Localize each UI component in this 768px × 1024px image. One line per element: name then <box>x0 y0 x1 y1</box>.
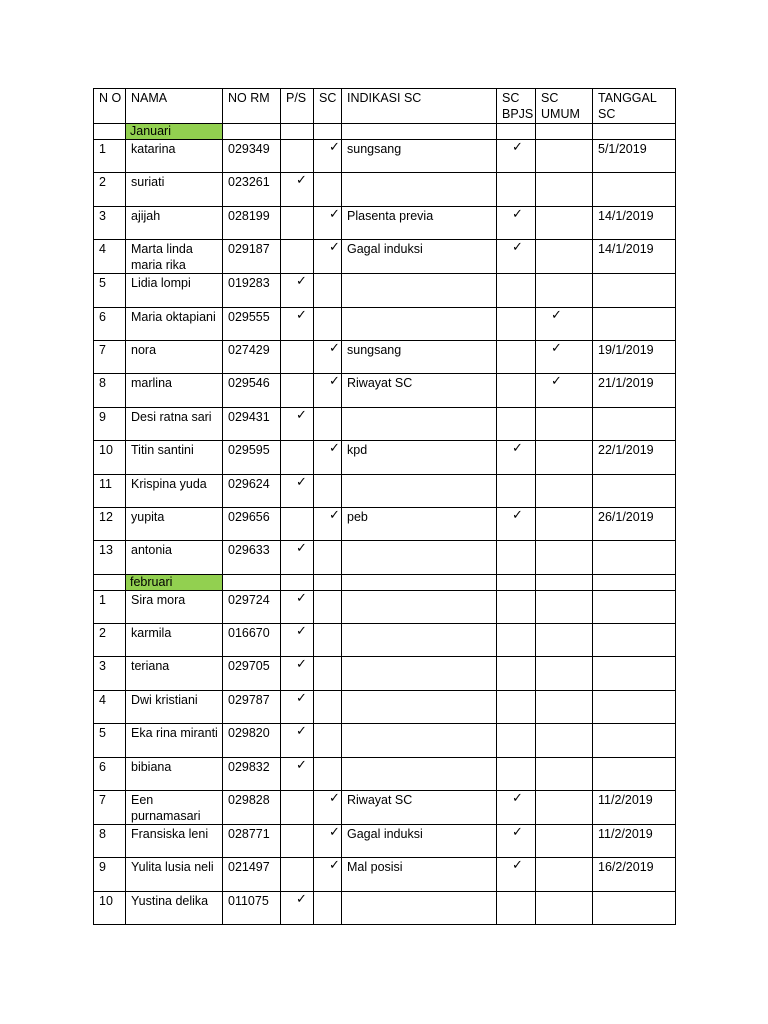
cell-no: 2 <box>94 173 126 206</box>
cell-tanggal <box>593 590 676 623</box>
cell-sc-umum <box>536 590 593 623</box>
cell-tanggal <box>593 757 676 790</box>
cell-sc <box>314 541 342 574</box>
cell-no: 6 <box>94 757 126 790</box>
cell-sc-bpjs <box>497 441 536 474</box>
cell-no: 8 <box>94 374 126 407</box>
month-row-empty-cell <box>94 124 126 140</box>
cell-sc-bpjs <box>497 274 536 307</box>
table-row <box>94 206 676 239</box>
cell-indikasi <box>342 690 497 723</box>
table-row <box>94 507 676 540</box>
cell-no: 8 <box>94 825 126 858</box>
cell-sc <box>314 657 342 690</box>
cell-sc <box>314 791 342 825</box>
cell-no-rm: 029546 <box>223 374 281 407</box>
cell-ps <box>281 791 314 825</box>
cell-no: 10 <box>94 891 126 924</box>
cell-sc-bpjs <box>497 206 536 239</box>
cell-nama: Maria oktapiani <box>126 307 223 340</box>
cell-tanggal: 19/1/2019 <box>593 340 676 373</box>
header-indikasi: INDIKASI SC <box>342 89 497 124</box>
cell-ps <box>281 173 314 206</box>
cell-nama: marlina <box>126 374 223 407</box>
cell-indikasi: sungsang <box>342 340 497 373</box>
cell-tanggal <box>593 541 676 574</box>
cell-sc-umum <box>536 891 593 924</box>
header-sc: SC <box>314 89 342 124</box>
cell-sc-umum <box>536 624 593 657</box>
cell-sc <box>314 240 342 274</box>
cell-no-rm: 028199 <box>223 206 281 239</box>
table-row <box>94 590 676 623</box>
cell-ps <box>281 590 314 623</box>
cell-sc-bpjs <box>497 858 536 891</box>
checkmark-icon: ✓ <box>329 340 340 355</box>
cell-indikasi <box>342 624 497 657</box>
cell-sc-umum <box>536 507 593 540</box>
cell-sc-bpjs <box>497 374 536 407</box>
cell-tanggal: 14/1/2019 <box>593 240 676 274</box>
header-row <box>94 89 676 124</box>
cell-ps <box>281 724 314 757</box>
cell-sc-umum <box>536 240 593 274</box>
cell-no-rm: 029705 <box>223 657 281 690</box>
month-row-empty-cell <box>223 574 281 590</box>
cell-nama: Fransiska leni <box>126 825 223 858</box>
cell-indikasi <box>342 891 497 924</box>
table-row <box>94 657 676 690</box>
cell-tanggal: 21/1/2019 <box>593 374 676 407</box>
cell-tanggal <box>593 724 676 757</box>
cell-nama: Sira mora <box>126 590 223 623</box>
cell-sc-bpjs <box>497 173 536 206</box>
month-cell <box>126 574 223 590</box>
cell-nama: antonia <box>126 541 223 574</box>
cell-nama: Yulita lusia neli <box>126 858 223 891</box>
cell-sc-bpjs <box>497 541 536 574</box>
checkmark-icon: ✓ <box>512 790 523 806</box>
checkmark-icon: ✓ <box>329 790 340 806</box>
cell-indikasi: sungsang <box>342 140 497 173</box>
checkmark-icon: ✓ <box>329 373 340 389</box>
cell-no-rm: 029555 <box>223 307 281 340</box>
cell-sc-bpjs <box>497 474 536 507</box>
checkmark-icon: ✓ <box>296 407 307 422</box>
cell-no: 13 <box>94 541 126 574</box>
cell-sc-bpjs <box>497 891 536 924</box>
cell-sc-bpjs <box>497 657 536 690</box>
cell-tanggal <box>593 274 676 307</box>
checkmark-icon: ✓ <box>296 656 307 672</box>
cell-sc-umum <box>536 140 593 173</box>
cell-tanggal <box>593 307 676 340</box>
cell-no: 11 <box>94 474 126 507</box>
cell-indikasi: Gagal induksi <box>342 825 497 858</box>
cell-ps <box>281 757 314 790</box>
cell-no: 7 <box>94 791 126 825</box>
cell-sc <box>314 757 342 790</box>
cell-sc-bpjs <box>497 407 536 440</box>
checkmark-icon: ✓ <box>551 373 562 389</box>
cell-ps <box>281 206 314 239</box>
cell-no: 4 <box>94 690 126 723</box>
cell-sc-umum <box>536 791 593 825</box>
cell-tanggal <box>593 474 676 507</box>
table-body <box>94 89 676 925</box>
cell-tanggal <box>593 624 676 657</box>
checkmark-icon: ✓ <box>296 307 307 322</box>
cell-no-rm: 029431 <box>223 407 281 440</box>
checkmark-icon: ✓ <box>329 857 340 873</box>
checkmark-icon: ✓ <box>512 857 523 873</box>
cell-tanggal: 11/2/2019 <box>593 825 676 858</box>
table-row <box>94 441 676 474</box>
cell-indikasi: Riwayat SC <box>342 374 497 407</box>
cell-no: 6 <box>94 307 126 340</box>
month-row-empty-cell <box>536 574 593 590</box>
checkmark-icon: ✓ <box>551 340 562 355</box>
checkmark-icon: ✓ <box>329 139 340 154</box>
month-row-empty-cell <box>497 574 536 590</box>
cell-sc-umum <box>536 274 593 307</box>
cell-ps <box>281 407 314 440</box>
cell-sc <box>314 340 342 373</box>
month-row-empty-cell <box>342 124 497 140</box>
cell-ps <box>281 624 314 657</box>
cell-tanggal <box>593 690 676 723</box>
table-row <box>94 891 676 924</box>
header-no: N O <box>94 89 126 124</box>
cell-sc-bpjs <box>497 507 536 540</box>
month-row-empty-cell <box>223 124 281 140</box>
header-tanggal: TANGGAL SC <box>593 89 676 124</box>
cell-sc <box>314 825 342 858</box>
cell-ps <box>281 825 314 858</box>
cell-tanggal <box>593 407 676 440</box>
cell-no: 7 <box>94 340 126 373</box>
checkmark-icon: ✓ <box>296 590 307 605</box>
cell-no-rm: 021497 <box>223 858 281 891</box>
cell-no-rm: 029187 <box>223 240 281 274</box>
cell-nama: Eka rina miranti <box>126 724 223 757</box>
checkmark-icon: ✓ <box>296 891 307 906</box>
cell-sc-bpjs <box>497 240 536 274</box>
cell-indikasi <box>342 407 497 440</box>
cell-sc <box>314 624 342 657</box>
cell-ps <box>281 690 314 723</box>
checkmark-icon: ✓ <box>512 239 523 255</box>
cell-indikasi: peb <box>342 507 497 540</box>
month-row-empty-cell <box>314 574 342 590</box>
checkmark-icon: ✓ <box>329 507 340 522</box>
table-row <box>94 757 676 790</box>
table-row <box>94 307 676 340</box>
cell-indikasi <box>342 590 497 623</box>
cell-sc-umum <box>536 825 593 858</box>
cell-tanggal: 5/1/2019 <box>593 140 676 173</box>
cell-sc-bpjs <box>497 690 536 723</box>
checkmark-icon: ✓ <box>329 824 340 840</box>
cell-no: 5 <box>94 274 126 307</box>
checkmark-icon: ✓ <box>329 206 340 221</box>
cell-tanggal: 16/2/2019 <box>593 858 676 891</box>
checkmark-icon: ✓ <box>296 690 307 705</box>
cell-sc-bpjs <box>497 624 536 657</box>
cell-tanggal <box>593 657 676 690</box>
cell-no-rm: 029828 <box>223 791 281 825</box>
cell-nama: Titin santini <box>126 441 223 474</box>
cell-sc-bpjs <box>497 340 536 373</box>
table-row <box>94 858 676 891</box>
checkmark-icon: ✓ <box>296 623 307 639</box>
cell-nama: suriati <box>126 173 223 206</box>
table-row <box>94 825 676 858</box>
month-row-empty-cell <box>314 124 342 140</box>
cell-sc-umum <box>536 858 593 891</box>
cell-tanggal: 26/1/2019 <box>593 507 676 540</box>
cell-no: 3 <box>94 206 126 239</box>
cell-ps <box>281 240 314 274</box>
cell-ps <box>281 340 314 373</box>
cell-sc-umum <box>536 657 593 690</box>
cell-sc-umum <box>536 757 593 790</box>
header-ps: P/S <box>281 89 314 124</box>
cell-ps <box>281 374 314 407</box>
cell-indikasi <box>342 757 497 790</box>
table-row <box>94 240 676 274</box>
cell-nama: Krispina yuda <box>126 474 223 507</box>
cell-ps <box>281 274 314 307</box>
cell-sc-bpjs <box>497 307 536 340</box>
cell-indikasi <box>342 541 497 574</box>
checkmark-icon: ✓ <box>296 273 307 289</box>
cell-sc <box>314 891 342 924</box>
table-row <box>94 690 676 723</box>
cell-no-rm: 029624 <box>223 474 281 507</box>
cell-sc <box>314 173 342 206</box>
cell-indikasi: Gagal induksi <box>342 240 497 274</box>
cell-nama: Yustina delika <box>126 891 223 924</box>
checkmark-icon: ✓ <box>512 440 523 456</box>
month-row <box>94 574 676 590</box>
cell-sc <box>314 441 342 474</box>
cell-indikasi <box>342 173 497 206</box>
cell-sc <box>314 858 342 891</box>
cell-no: 2 <box>94 624 126 657</box>
cell-no-rm: 029595 <box>223 441 281 474</box>
cell-nama: nora <box>126 340 223 373</box>
checkmark-icon: ✓ <box>512 824 523 840</box>
cell-sc-umum <box>536 206 593 239</box>
cell-ps <box>281 891 314 924</box>
cell-no-rm: 029724 <box>223 590 281 623</box>
month-row-empty-cell <box>342 574 497 590</box>
cell-no-rm: 019283 <box>223 274 281 307</box>
patient-register-table <box>93 88 676 925</box>
cell-no: 5 <box>94 724 126 757</box>
checkmark-icon: ✓ <box>512 507 523 522</box>
checkmark-icon: ✓ <box>512 139 523 154</box>
month-label: Januari <box>126 124 223 139</box>
cell-ps <box>281 441 314 474</box>
cell-ps <box>281 507 314 540</box>
cell-ps <box>281 657 314 690</box>
checkmark-icon: ✓ <box>551 307 562 322</box>
table-row <box>94 140 676 173</box>
cell-nama: Marta linda maria rika <box>126 240 223 274</box>
cell-nama: Dwi kristiani <box>126 690 223 723</box>
table-row <box>94 791 676 825</box>
cell-indikasi: Mal posisi <box>342 858 497 891</box>
checkmark-icon: ✓ <box>329 239 340 255</box>
cell-sc-umum <box>536 724 593 757</box>
cell-sc-bpjs <box>497 590 536 623</box>
cell-sc <box>314 474 342 507</box>
cell-sc <box>314 374 342 407</box>
table-row <box>94 624 676 657</box>
cell-no: 1 <box>94 590 126 623</box>
cell-indikasi: kpd <box>342 441 497 474</box>
table-row <box>94 724 676 757</box>
cell-nama: bibiana <box>126 757 223 790</box>
cell-sc-umum <box>536 690 593 723</box>
month-row-empty-cell <box>281 124 314 140</box>
cell-nama: yupita <box>126 507 223 540</box>
cell-no-rm: 027429 <box>223 340 281 373</box>
table-row <box>94 374 676 407</box>
cell-sc-umum <box>536 307 593 340</box>
cell-sc-umum <box>536 474 593 507</box>
cell-indikasi: Plasenta previa <box>342 206 497 239</box>
cell-indikasi <box>342 657 497 690</box>
cell-sc-umum <box>536 541 593 574</box>
cell-ps <box>281 307 314 340</box>
cell-indikasi <box>342 474 497 507</box>
cell-no: 3 <box>94 657 126 690</box>
cell-no-rm: 016670 <box>223 624 281 657</box>
month-row-empty-cell <box>593 124 676 140</box>
cell-nama: teriana <box>126 657 223 690</box>
table-row <box>94 541 676 574</box>
month-row-empty-cell <box>94 574 126 590</box>
cell-indikasi <box>342 307 497 340</box>
cell-sc-umum <box>536 407 593 440</box>
cell-no: 9 <box>94 407 126 440</box>
cell-indikasi <box>342 274 497 307</box>
cell-ps <box>281 474 314 507</box>
cell-nama: Lidia lompi <box>126 274 223 307</box>
cell-no-rm: 029787 <box>223 690 281 723</box>
cell-sc-bpjs <box>497 724 536 757</box>
cell-no-rm: 028771 <box>223 825 281 858</box>
table-row <box>94 173 676 206</box>
month-label: februari <box>126 575 223 590</box>
checkmark-icon: ✓ <box>296 474 307 489</box>
header-nama: NAMA <box>126 89 223 124</box>
cell-no-rm: 011075 <box>223 891 281 924</box>
table-row <box>94 340 676 373</box>
month-row-empty-cell <box>593 574 676 590</box>
cell-no-rm: 029349 <box>223 140 281 173</box>
cell-no: 12 <box>94 507 126 540</box>
month-row-empty-cell <box>497 124 536 140</box>
cell-sc <box>314 507 342 540</box>
cell-no: 10 <box>94 441 126 474</box>
cell-no: 1 <box>94 140 126 173</box>
table-row <box>94 407 676 440</box>
header-sc-umum: SC UMUM <box>536 89 593 124</box>
cell-tanggal: 14/1/2019 <box>593 206 676 239</box>
cell-tanggal: 22/1/2019 <box>593 441 676 474</box>
cell-no: 9 <box>94 858 126 891</box>
checkmark-icon: ✓ <box>296 172 307 188</box>
cell-no-rm: 029633 <box>223 541 281 574</box>
cell-sc <box>314 407 342 440</box>
cell-indikasi: Riwayat SC <box>342 791 497 825</box>
cell-sc-bpjs <box>497 791 536 825</box>
cell-sc-bpjs <box>497 140 536 173</box>
month-cell <box>126 124 223 140</box>
cell-nama: ajijah <box>126 206 223 239</box>
cell-nama: Desi ratna sari <box>126 407 223 440</box>
cell-sc <box>314 206 342 239</box>
cell-nama: karmila <box>126 624 223 657</box>
cell-sc-umum <box>536 173 593 206</box>
cell-tanggal <box>593 173 676 206</box>
cell-nama: Een purnamasari <box>126 791 223 825</box>
cell-sc-umum <box>536 441 593 474</box>
month-row <box>94 124 676 140</box>
checkmark-icon: ✓ <box>329 440 340 456</box>
cell-no-rm: 029832 <box>223 757 281 790</box>
header-no-rm: NO RM <box>223 89 281 124</box>
month-row-empty-cell <box>281 574 314 590</box>
cell-ps <box>281 541 314 574</box>
cell-ps <box>281 858 314 891</box>
cell-sc-umum <box>536 340 593 373</box>
checkmark-icon: ✓ <box>512 206 523 221</box>
cell-nama: katarina <box>126 140 223 173</box>
table-row <box>94 474 676 507</box>
cell-no-rm: 029820 <box>223 724 281 757</box>
month-row-empty-cell <box>536 124 593 140</box>
cell-ps <box>281 140 314 173</box>
table-row <box>94 274 676 307</box>
cell-sc <box>314 690 342 723</box>
cell-sc <box>314 274 342 307</box>
cell-sc <box>314 724 342 757</box>
cell-no-rm: 023261 <box>223 173 281 206</box>
cell-no: 4 <box>94 240 126 274</box>
cell-indikasi <box>342 724 497 757</box>
cell-sc-bpjs <box>497 825 536 858</box>
cell-sc <box>314 140 342 173</box>
header-sc-bpjs: SC BPJS <box>497 89 536 124</box>
cell-sc-bpjs <box>497 757 536 790</box>
cell-no-rm: 029656 <box>223 507 281 540</box>
checkmark-icon: ✓ <box>296 540 307 556</box>
cell-tanggal: 11/2/2019 <box>593 791 676 825</box>
cell-sc <box>314 307 342 340</box>
checkmark-icon: ✓ <box>296 757 307 772</box>
cell-tanggal <box>593 891 676 924</box>
cell-sc <box>314 590 342 623</box>
checkmark-icon: ✓ <box>296 723 307 739</box>
cell-sc-umum <box>536 374 593 407</box>
